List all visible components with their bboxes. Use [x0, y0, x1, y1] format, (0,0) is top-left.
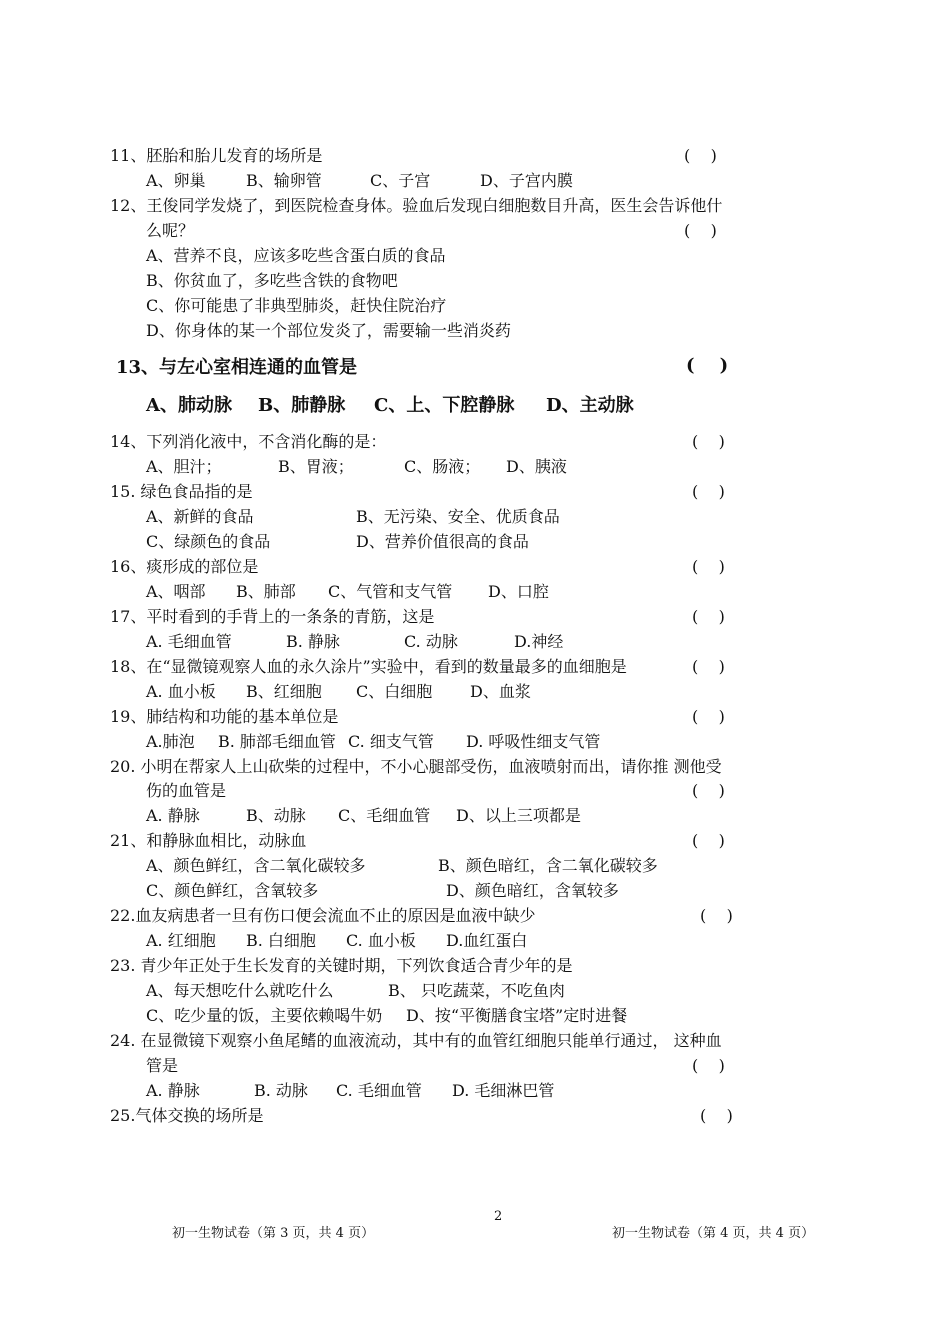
option-11-d: D、子宫内膜	[480, 171, 573, 190]
question-16-stem: 16、痰形成的部位是	[110, 557, 259, 576]
option-17-a: A. 毛细血管	[146, 632, 232, 651]
option-19-b: B. 肺部毛细血管	[218, 732, 336, 751]
option-24-c: C. 毛细血管	[336, 1081, 422, 1100]
question-11-stem: 11、胚胎和胎儿发育的场所是	[110, 146, 323, 165]
option-16-b: B、肺部	[236, 582, 296, 601]
answer-blank-12: ( )	[684, 221, 717, 240]
option-16-c: C、气管和支气管	[328, 582, 453, 601]
option-18-c: C、白细胞	[356, 682, 433, 701]
option-24-d: D. 毛细淋巴管	[452, 1081, 555, 1100]
option-15-d: D、营养价值很高的食品	[356, 532, 529, 551]
option-13-a: A、肺动脉	[146, 395, 232, 416]
answer-blank-19: ( )	[692, 707, 725, 726]
question-17-stem: 17、平时看到的手背上的一条条的青筋，这是	[110, 607, 435, 626]
question-24-stem-line1: 24. 在显微镜下观察小鱼尾鳍的血液流动，其中有的血管红细胞只能单行通过， 这种血	[110, 1031, 722, 1050]
option-23-c: C、吃少量的饭，主要依赖喝牛奶	[146, 1006, 383, 1025]
footer-right: 初一生物试卷（第 4 页，共 4 页）	[612, 1226, 815, 1241]
footer-left: 初一生物试卷（第 3 页，共 4 页）	[172, 1226, 375, 1241]
option-14-a: A、胆汁；	[146, 457, 222, 476]
option-15-c: C、绿颜色的食品	[146, 532, 271, 551]
option-22-b: B. 白细胞	[246, 931, 316, 950]
option-23-d: D、按“平衡膳食宝塔”定时进餐	[406, 1006, 628, 1025]
option-16-a: A、咽部	[146, 582, 206, 601]
question-14-stem: 14、下列消化液中，不含消化酶的是：	[110, 432, 387, 451]
question-18-stem: 18、在“显微镜观察人血的永久涂片”实验中，看到的数量最多的血细胞是	[110, 657, 627, 676]
question-20-stem-line1: 20. 小明在帮家人上山砍柴的过程中，不小心腿部受伤，血液喷射而出，请你推 测他受	[110, 757, 722, 776]
option-18-b: B、红细胞	[246, 682, 322, 701]
answer-blank-25: ( )	[700, 1106, 733, 1125]
option-12-a: A、营养不良，应该多吃些含蛋白质的食品	[146, 246, 446, 265]
option-15-b: B、无污染、安全、优质食品	[356, 507, 560, 526]
option-21-c: C、颜色鲜红，含氧较多	[146, 881, 319, 900]
option-11-b: B、输卵管	[246, 171, 322, 190]
question-13-stem: 13、与左心室相连通的血管是	[116, 357, 358, 378]
option-18-a: A. 血小板	[146, 682, 216, 701]
option-19-c: C. 细支气管	[348, 732, 434, 751]
option-22-c: C. 血小板	[346, 931, 416, 950]
question-21-stem: 21、和静脉血相比，动脉血	[110, 831, 307, 850]
option-17-b: B. 静脉	[286, 632, 340, 651]
option-12-b: B、你贫血了，多吃些含铁的食物吧	[146, 271, 398, 290]
option-20-b: B、动脉	[246, 806, 306, 825]
answer-blank-17: ( )	[692, 607, 725, 626]
answer-blank-20: ( )	[692, 781, 725, 800]
option-24-a: A. 静脉	[146, 1081, 200, 1100]
option-20-d: D、以上三项都是	[456, 806, 581, 825]
option-19-a: A.肺泡	[146, 732, 195, 751]
question-12-stem-line2: 么呢？	[146, 221, 195, 240]
option-16-d: D、口腔	[488, 582, 549, 601]
question-15-stem: 15. 绿色食品指的是	[110, 482, 253, 501]
answer-blank-11: ( )	[684, 146, 717, 165]
option-22-d: D.血红蛋白	[446, 931, 528, 950]
option-14-c: C、肠液；	[404, 457, 481, 476]
answer-blank-14: ( )	[692, 432, 725, 451]
answer-blank-16: ( )	[692, 557, 725, 576]
question-23-stem: 23. 青少年正处于生长发育的关键时期，下列饮食适合青少年的是	[110, 956, 573, 975]
option-23-a: A、每天想吃什么就吃什么	[146, 981, 334, 1000]
question-22-stem: 22.血友病患者一旦有伤口便会流血不止的原因是血液中缺少	[110, 906, 536, 925]
option-20-c: C、毛细血管	[338, 806, 431, 825]
option-14-b: B、胃液；	[278, 457, 354, 476]
option-17-d: D.神经	[514, 632, 564, 651]
option-11-a: A、卵巢	[146, 171, 206, 190]
option-20-a: A. 静脉	[146, 806, 200, 825]
option-23-b: B、 只吃蔬菜，不吃鱼肉	[388, 981, 565, 1000]
question-19-stem: 19、肺结构和功能的基本单位是	[110, 707, 339, 726]
answer-blank-22: ( )	[700, 906, 733, 925]
answer-blank-13: ( )	[686, 355, 729, 376]
question-25-stem: 25.气体交换的场所是	[110, 1106, 264, 1125]
option-15-a: A、新鲜的食品	[146, 507, 254, 526]
option-11-c: C、子宫	[370, 171, 431, 190]
question-12-stem-line1: 12、王俊同学发烧了，到医院检查身体。验血后发现白细胞数目升高，医生会告诉他什	[110, 196, 723, 215]
question-24-stem-line2: 管是	[146, 1056, 179, 1075]
option-13-c: C、上、下腔静脉	[374, 395, 515, 416]
answer-blank-18: ( )	[692, 657, 725, 676]
option-13-b: B、肺静脉	[258, 395, 346, 416]
option-17-c: C. 动脉	[404, 632, 458, 651]
answer-blank-21: ( )	[692, 831, 725, 850]
question-20-stem-line2: 伤的血管是	[146, 781, 227, 800]
option-12-c: C、你可能患了非典型肺炎，赶快住院治疗	[146, 296, 447, 315]
page-number: 2	[494, 1209, 503, 1224]
option-21-d: D、颜色暗红，含氧较多	[446, 881, 619, 900]
option-13-d: D、主动脉	[546, 395, 634, 416]
option-22-a: A. 红细胞	[146, 931, 216, 950]
answer-blank-24: ( )	[692, 1056, 725, 1075]
option-21-a: A、颜色鲜红，含二氧化碳较多	[146, 856, 366, 875]
option-21-b: B、颜色暗红，含二氧化碳较多	[438, 856, 658, 875]
answer-blank-15: ( )	[692, 482, 725, 501]
option-14-d: D、胰液	[506, 457, 567, 476]
option-12-d: D、你身体的某一个部位发炎了，需要输一些消炎药	[146, 321, 511, 340]
option-18-d: D、血浆	[470, 682, 531, 701]
option-24-b: B. 动脉	[254, 1081, 308, 1100]
option-19-d: D. 呼吸性细支气管	[466, 732, 601, 751]
